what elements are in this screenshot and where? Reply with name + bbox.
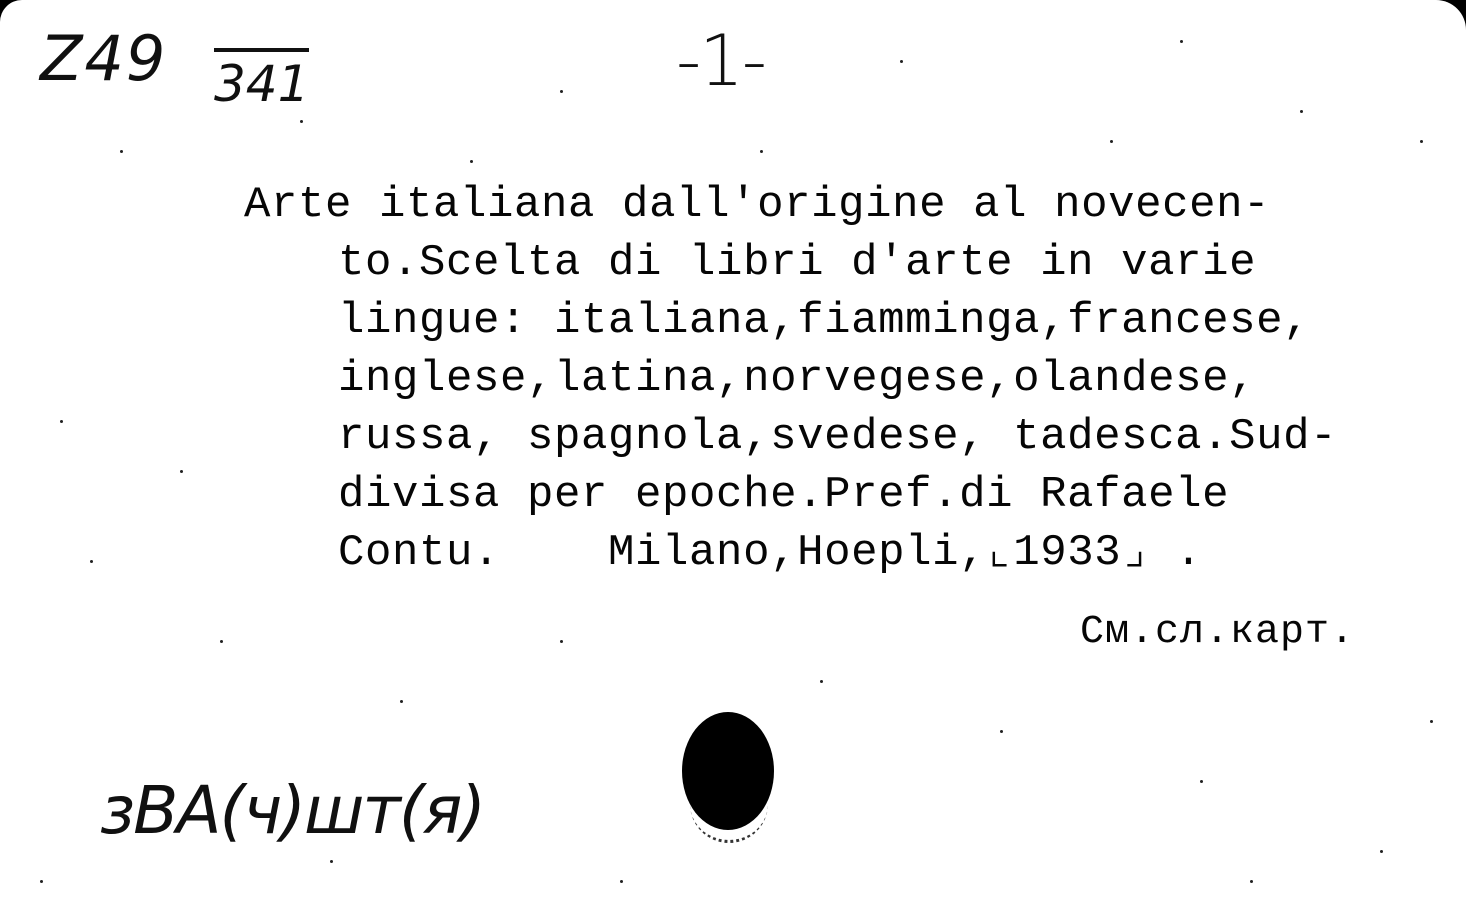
speck: [1300, 110, 1303, 113]
entry-line: inglese,latina,norvegese,olandese,: [338, 354, 1257, 404]
entry-line: lingue: italiana,fiamminga,francese,: [338, 296, 1311, 346]
speck: [40, 880, 43, 883]
speck: [1380, 850, 1383, 853]
entry-line: divisa per epoche.Pref.di Rafaele: [338, 470, 1230, 520]
speck: [560, 640, 563, 643]
page-mark: -1-: [676, 20, 766, 102]
speck: [60, 420, 63, 423]
speck: [120, 150, 123, 153]
speck: [90, 560, 93, 563]
shelf-code: Z49: [40, 22, 168, 95]
speck: [820, 680, 823, 683]
speck: [400, 700, 403, 703]
speck: [1180, 40, 1183, 43]
shelf-sub-number: 341: [214, 48, 309, 116]
classification-code: зВА(ч)шт(я): [100, 772, 485, 849]
see-next-card-note: См.сл.карт.: [1080, 610, 1356, 655]
speck: [1250, 880, 1253, 883]
speck: [1200, 780, 1203, 783]
speck: [1420, 140, 1423, 143]
speck: [470, 160, 473, 163]
entry-line: Contu. Milano,Hoepli,⌞1933⌟ .: [338, 528, 1203, 578]
speck: [1110, 140, 1113, 143]
entry-line: to.Scelta di libri d'arte in varie: [338, 238, 1257, 288]
speck: [330, 860, 333, 863]
speck: [1000, 730, 1003, 733]
bibliographic-entry: [244, 176, 1444, 582]
speck: [760, 150, 763, 153]
speck: [620, 880, 623, 883]
entry-line: Arte italiana dall'origine al novecen-: [244, 180, 1271, 230]
speck: [900, 60, 903, 63]
speck: [220, 640, 223, 643]
speck: [1430, 720, 1433, 723]
punch-hole-edge: [690, 800, 768, 843]
entry-line: russa, spagnola,svedese, tadesca.Sud-: [338, 412, 1338, 462]
speck: [300, 120, 303, 123]
speck: [180, 470, 183, 473]
speck: [560, 90, 563, 93]
